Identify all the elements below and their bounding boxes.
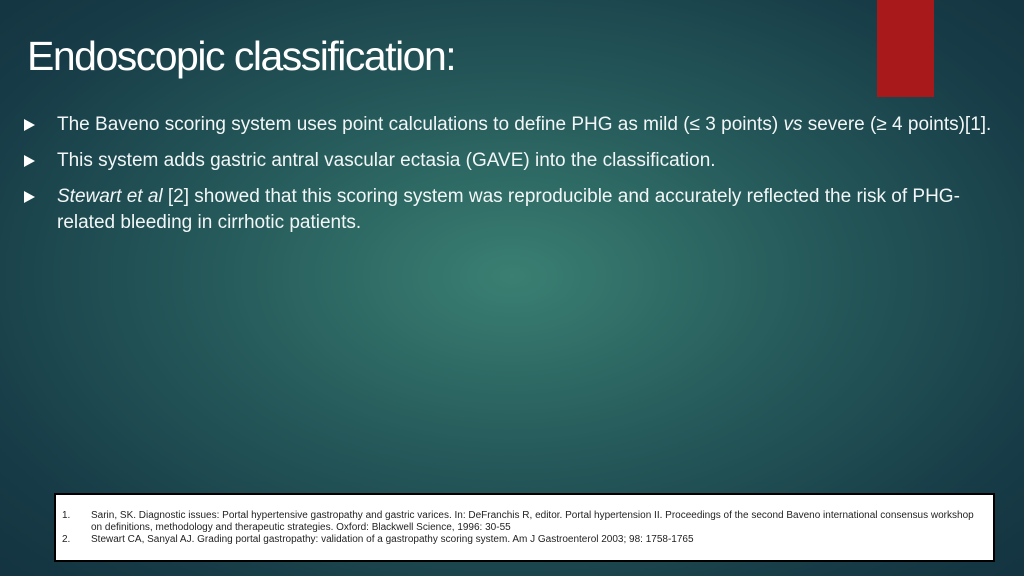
references-box: [54, 493, 995, 562]
bullet-emphasis: vs: [783, 114, 803, 135]
bullet-text: This system adds gastric antral vascular ectasia (GAVE) into the classification.: [57, 150, 716, 171]
reference-text: Sarin, SK. Diagnostic issues: Portal hypertensive gastropathy and gastric varices. In: DeFranchis R, editor. Portal hypertension II. Proceedings of the second Baveno international consensus workshop on definitions, methodology and therapeutic strategies. Oxford: Blackwell Science, 1996: 30-55: [91, 510, 974, 533]
bullet-text: [57, 186, 960, 233]
bullet-item-stewart: [24, 184, 1004, 236]
reference-item: [62, 510, 987, 534]
triangle-bullet-icon: [24, 119, 35, 131]
slide-title: Endoscopic classification:: [27, 33, 456, 79]
bullet-text: [57, 114, 991, 135]
triangle-bullet-icon: [24, 155, 35, 167]
bullet-emphasis: Stewart et al: [57, 186, 163, 207]
reference-number: 1.: [62, 510, 71, 521]
triangle-bullet-icon: [24, 191, 35, 203]
bullet-text-part: severe (≥ 4 points)[1].: [802, 114, 992, 135]
reference-number: 2.: [62, 534, 71, 545]
red-accent-bar: [877, 0, 934, 97]
bullet-text-part: [2] showed that this scoring system was reproducible and accurately reflected the risk of PHG-related bleeding in cirrhotic patients.: [57, 186, 960, 233]
bullet-list: [24, 112, 1004, 246]
bullet-item-baveno: [24, 112, 1004, 138]
bullet-text-part: The Baveno scoring system uses point calculations to define PHG as mild (≤ 3 points): [57, 114, 784, 135]
bullet-item-gave: [24, 148, 1004, 174]
reference-text: Stewart CA, Sanyal AJ. Grading portal gastropathy: validation of a gastropathy scoring system. Am J Gastroenterol 2003; 98: 1758-1765: [91, 534, 694, 545]
reference-item: [62, 534, 987, 546]
reference-list: [56, 495, 993, 546]
